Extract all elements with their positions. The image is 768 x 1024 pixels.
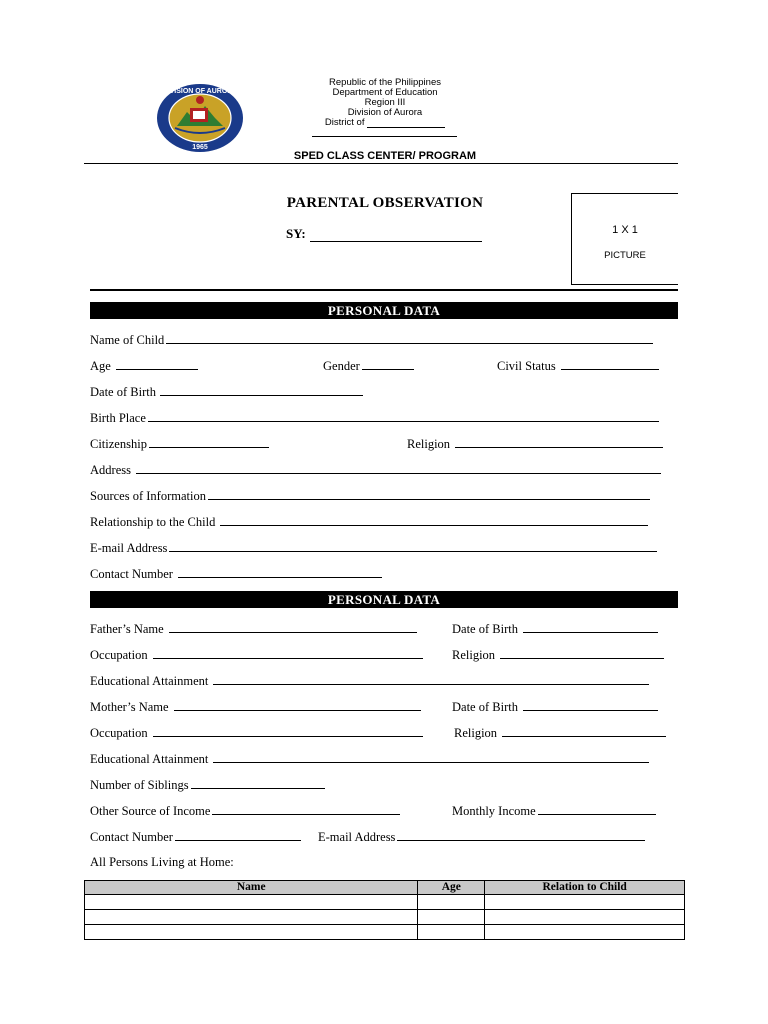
citizenship-field[interactable] xyxy=(90,436,269,451)
fathers-name-label: Father’s Name xyxy=(90,622,164,636)
civil-status-label: Civil Status xyxy=(497,359,556,373)
mother-education-label: Educational Attainment xyxy=(90,752,209,766)
header-line-division: Division of Aurora xyxy=(347,107,423,118)
address-blank[interactable] xyxy=(136,462,661,474)
form-title: PARENTAL OBSERVATION xyxy=(286,195,484,211)
monthly-income-field[interactable] xyxy=(452,803,656,818)
mother-religion-blank[interactable] xyxy=(502,725,666,737)
mother-religion-field[interactable] xyxy=(454,725,666,740)
sy-field[interactable] xyxy=(286,226,482,242)
email-label: E-mail Address xyxy=(90,541,168,555)
table-cell-relation[interactable] xyxy=(485,910,685,925)
sy-label: SY: xyxy=(286,226,306,241)
mothers-name-field[interactable] xyxy=(90,699,421,714)
col-age-header: Age xyxy=(418,881,485,895)
religion-blank[interactable] xyxy=(455,436,663,448)
header-divider xyxy=(84,163,678,164)
mother-dob-blank[interactable] xyxy=(523,699,658,711)
mother-dob-field[interactable] xyxy=(452,699,658,714)
father-dob-blank[interactable] xyxy=(523,621,658,633)
persons-at-home-label: All Persons Living at Home: xyxy=(90,855,234,869)
household-table xyxy=(84,880,685,940)
table-header-row xyxy=(85,881,685,895)
civil-status-field[interactable] xyxy=(497,358,659,373)
religion-field[interactable] xyxy=(407,436,663,451)
table-row xyxy=(85,895,685,910)
seal-ring-text: DIVISION OF AURORA xyxy=(162,88,238,95)
gender-blank[interactable] xyxy=(362,358,414,370)
division-seal xyxy=(155,82,245,154)
siblings-blank[interactable] xyxy=(191,777,325,789)
gender-field[interactable] xyxy=(323,358,414,373)
gender-label: Gender xyxy=(323,359,360,373)
table-cell-age[interactable] xyxy=(418,895,485,910)
monthly-income-label: Monthly Income xyxy=(452,804,536,818)
name-of-child-field[interactable] xyxy=(90,332,653,347)
contact-number-field[interactable] xyxy=(90,566,382,581)
photo-size: 1 X 1 xyxy=(612,224,638,236)
other-income-label: Other Source of Income xyxy=(90,804,211,818)
birth-place-label: Birth Place xyxy=(90,411,146,425)
age-field[interactable] xyxy=(90,358,198,373)
seal-year: 1965 xyxy=(192,144,208,151)
mothers-name-label: Mother’s Name xyxy=(90,700,169,714)
section-personal-data-2: PERSONAL DATA xyxy=(90,591,678,608)
table-cell-age[interactable] xyxy=(418,925,485,940)
name-of-child-blank[interactable] xyxy=(166,332,653,344)
address-label: Address xyxy=(90,463,131,477)
table-cell-name[interactable] xyxy=(85,910,418,925)
father-dob-label: Date of Birth xyxy=(452,622,518,636)
table-cell-relation[interactable] xyxy=(485,895,685,910)
email-field[interactable] xyxy=(90,540,657,555)
father-religion-label: Religion xyxy=(452,648,496,662)
program-title: SPED CLASS CENTER/ PROGRAM xyxy=(293,150,477,162)
relationship-label: Relationship to the Child xyxy=(90,515,216,529)
email-blank[interactable] xyxy=(169,540,657,552)
mother-occupation-label: Occupation xyxy=(90,726,148,740)
birth-place-field[interactable] xyxy=(90,410,659,425)
father-education-label: Educational Attainment xyxy=(90,674,209,688)
col-relation-header: Relation to Child xyxy=(485,881,685,895)
date-of-birth-blank[interactable] xyxy=(160,384,363,396)
sources-of-information-label: Sources of Information xyxy=(90,489,206,503)
col-name-header: Name xyxy=(85,881,418,895)
sources-of-information-blank[interactable] xyxy=(208,488,650,500)
mother-occupation-blank[interactable] xyxy=(153,725,423,737)
birth-place-blank[interactable] xyxy=(148,410,659,422)
table-cell-name[interactable] xyxy=(85,925,418,940)
citizenship-blank[interactable] xyxy=(149,436,269,448)
civil-status-blank[interactable] xyxy=(561,358,659,370)
age-label: Age xyxy=(90,359,111,373)
mother-education-blank[interactable] xyxy=(213,751,649,763)
contact-number-blank[interactable] xyxy=(178,566,382,578)
contact-number-label: Contact Number xyxy=(90,567,173,581)
religion-label: Religion xyxy=(407,437,451,451)
parents-email-label: E-mail Address xyxy=(318,830,396,844)
date-of-birth-label: Date of Birth xyxy=(90,385,156,399)
relationship-field[interactable] xyxy=(90,514,648,529)
father-religion-blank[interactable] xyxy=(500,647,664,659)
parents-contact-field[interactable] xyxy=(90,829,301,844)
table-cell-name[interactable] xyxy=(85,895,418,910)
sy-blank[interactable] xyxy=(310,229,482,242)
title-divider xyxy=(90,289,678,291)
siblings-label: Number of Siblings xyxy=(90,778,189,792)
fathers-name-field[interactable] xyxy=(90,621,417,636)
sources-of-information-field[interactable] xyxy=(90,488,650,503)
district-label: District of xyxy=(324,117,365,128)
date-of-birth-field[interactable] xyxy=(90,384,363,399)
section-personal-data-1: PERSONAL DATA xyxy=(90,302,678,319)
fathers-name-blank[interactable] xyxy=(169,621,417,633)
other-income-blank[interactable] xyxy=(212,803,400,815)
header-line-deped: Department of Education xyxy=(332,87,438,98)
table-row xyxy=(85,925,685,940)
header-line-republic: Republic of the Philippines xyxy=(329,77,441,88)
other-income-field[interactable] xyxy=(90,803,400,818)
parents-contact-label: Contact Number xyxy=(90,830,173,844)
mother-dob-label: Date of Birth xyxy=(452,700,518,714)
mothers-name-blank[interactable] xyxy=(174,699,421,711)
header-block xyxy=(250,78,520,128)
parents-contact-blank[interactable] xyxy=(175,829,301,841)
header-line-region: Region III xyxy=(364,97,406,108)
photo-box[interactable] xyxy=(571,193,678,285)
table-cell-age[interactable] xyxy=(418,910,485,925)
siblings-field[interactable] xyxy=(90,777,325,792)
citizenship-label: Citizenship xyxy=(90,437,147,451)
district-blank[interactable] xyxy=(367,118,445,128)
district-field[interactable] xyxy=(250,118,520,128)
father-religion-field[interactable] xyxy=(452,647,664,662)
mother-education-field[interactable] xyxy=(90,751,649,766)
mother-religion-label: Religion xyxy=(454,726,498,740)
father-education-field[interactable] xyxy=(90,673,649,688)
father-education-blank[interactable] xyxy=(213,673,649,685)
relationship-blank[interactable] xyxy=(220,514,648,526)
header-underline xyxy=(312,136,457,137)
address-field[interactable] xyxy=(90,462,661,477)
parents-email-blank[interactable] xyxy=(397,829,645,841)
father-occupation-blank[interactable] xyxy=(153,647,423,659)
parents-email-field[interactable] xyxy=(318,829,645,844)
photo-label: PICTURE xyxy=(604,250,646,261)
name-of-child-label: Name of Child xyxy=(90,333,165,347)
table-row xyxy=(85,910,685,925)
father-occupation-label: Occupation xyxy=(90,648,148,662)
father-dob-field[interactable] xyxy=(452,621,658,636)
age-blank[interactable] xyxy=(116,358,198,370)
mother-occupation-field[interactable] xyxy=(90,725,423,740)
table-cell-relation[interactable] xyxy=(485,925,685,940)
father-occupation-field[interactable] xyxy=(90,647,423,662)
monthly-income-blank[interactable] xyxy=(538,803,656,815)
